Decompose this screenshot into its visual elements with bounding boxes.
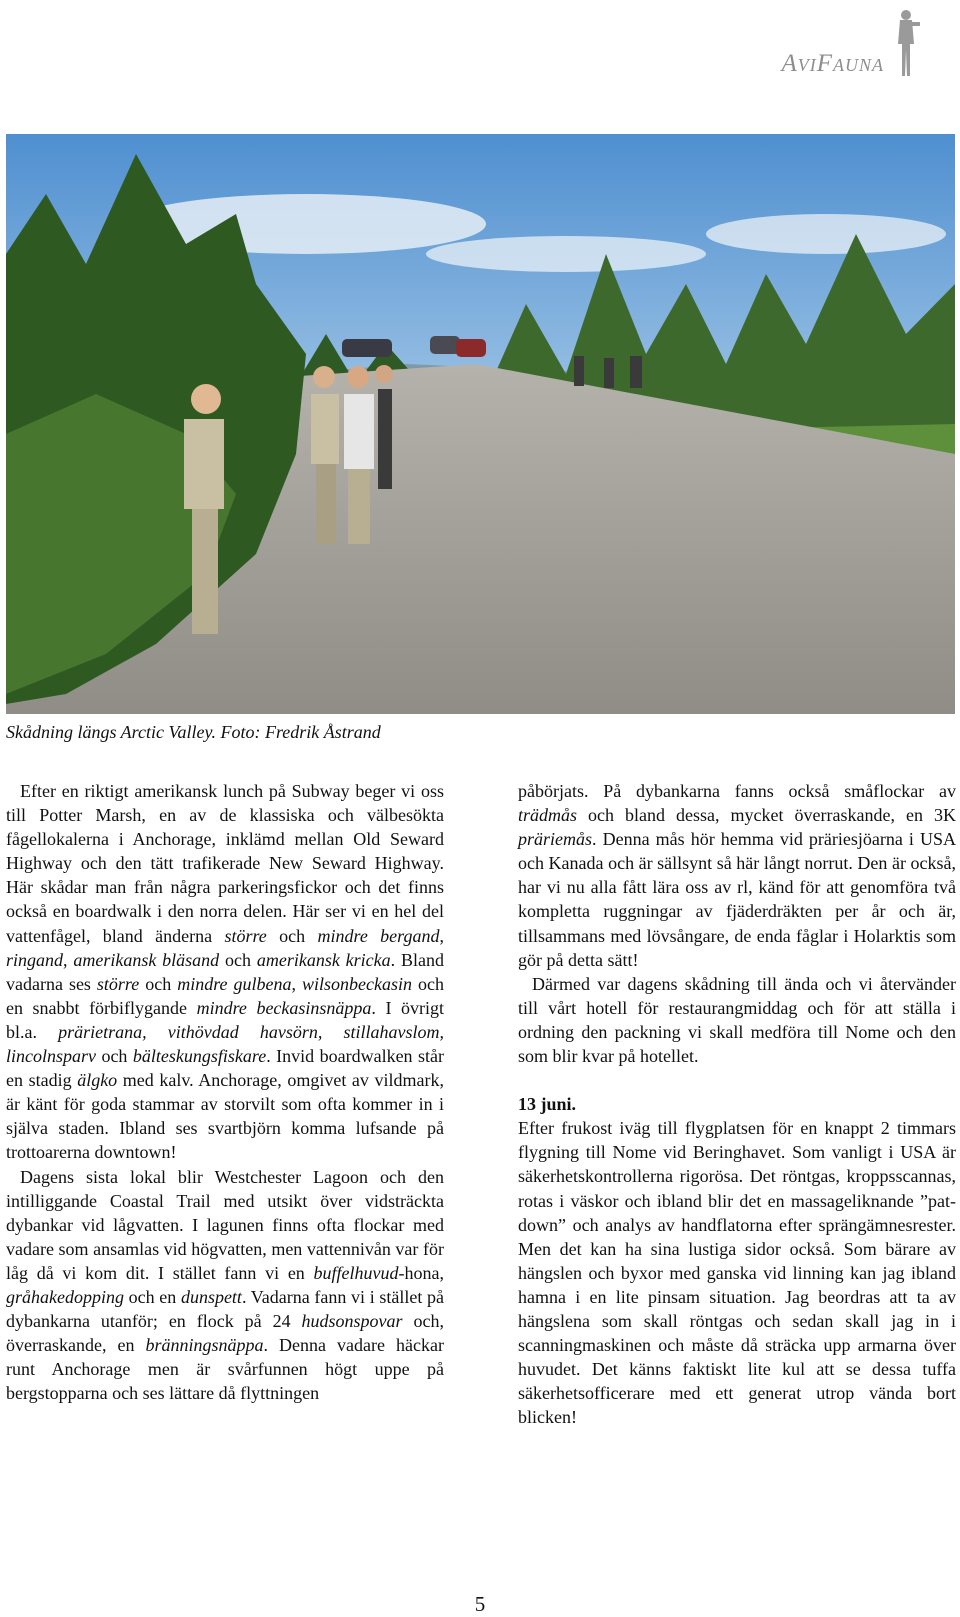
birdwatcher-icon xyxy=(886,6,926,80)
text-run: och en snabbt förbiflygande xyxy=(6,973,444,1018)
text-run: och xyxy=(219,949,257,970)
species-name: bränningsnäppa xyxy=(145,1335,264,1356)
text-run: Efter en riktigt amerikansk lunch på Subway beger vi oss till Potter Marsh, en av de klassiska och välbesökta fågellokalerna i Anchorage, inklämd mellan Old Seward Highway och den tätt trafikerade New Seward Highway. Här skådar man från några parkeringsfickor och det finns också en boardwalk i den norra delen. Här ser vi en hel del vattenfågel, bland änderna xyxy=(6,781,444,946)
text-run: påbörjats. På dybankarna fanns också småflockar av xyxy=(518,781,956,801)
text-run: . Denna mås hör hemma vid präriesjöarna i USA och Kanada och är sällsynt så här långt norrut. Den är också, har vi nu alla fått lära oss av rl, känd för att genomföra två kompletta ruggningar av fjäderdräkten per år och är, tillsammans med lövsångare, de enda fåglar i Holarktis som gör på detta sätt! xyxy=(518,829,956,970)
paragraph xyxy=(518,779,956,972)
text-run: och xyxy=(139,973,178,994)
species-name: bälteskungsfiskare xyxy=(132,1046,267,1067)
species-name: ringand xyxy=(6,949,64,970)
species-name: större xyxy=(224,925,267,946)
species-name: wilsonbeckasin xyxy=(302,973,412,994)
article-photo xyxy=(6,134,955,714)
paragraph xyxy=(518,1116,956,1429)
species-name: större xyxy=(96,973,140,994)
text-run: Efter frukost iväg till flygplatsen för en knappt 2 timmars flygning till Nome vid Beringhavet. Som vanligt i USA är säkerhetskontrollerna rigorösa. Det röntgas, kroppsscannas, rotas i väskor och ibland blir det en massageliknande ”pat-down” och analys av handflatorna efter sprängämnesrester. Men det kan ha sina lustiga sidor också. Som bärare av hängslen och byxor med ganska vid linning kan jag ibland hamna i en lite pinsam situation. Jag beordras att ta av hängslena som skall röntgas och sedan skall jag in i scanningmaskinen och måste då sträcka upp armarna över huvudet. Det känns faktiskt lite kul att se dessa tuffa säkerhetsofficerare med ett generat utrop vända bort blicken! xyxy=(518,1118,956,1428)
species-name: mindre beckasinsnäppa xyxy=(196,997,372,1018)
text-run: , xyxy=(63,949,74,970)
paragraph xyxy=(6,779,444,1165)
text-run: och xyxy=(96,1046,133,1067)
text-run: . Bland vadarna ses xyxy=(6,949,444,994)
text-run: , xyxy=(439,925,444,946)
species-name: mindre bergand xyxy=(317,925,440,946)
text-run: med kalv. Anchorage, omgivet av vildmark, är känt för goda stammar av storvilt som ofta kommer in i själva staden. Ibland ses svartbjörn komma lufsande på trottoarerna downtown! xyxy=(6,1070,444,1163)
text-run: . Invid boardwalken står en stadig xyxy=(6,1046,444,1091)
text-run: och en xyxy=(123,1286,181,1307)
text-run: och, överraskande, en xyxy=(6,1311,444,1356)
text-run: . Vadarna fann vi i stället på dybankarna utanför; en flock på 24 xyxy=(6,1286,444,1332)
avifauna-logo xyxy=(726,6,926,78)
right-column xyxy=(518,779,956,1429)
paragraph xyxy=(6,1165,444,1406)
text-run: Dagens sista lokal blir Westchester Lagoon och den intilliggande Coastal Trail med utsikt över vidsträckta dybankar vid lågvatten. I lagunen finns ofta flockar med vadare som ansamlas vid högvatten, men vattennivån var för låg då vi kom dit. I stället fann vi en xyxy=(6,1166,444,1283)
paragraph xyxy=(518,972,956,1068)
text-run: -hona, xyxy=(398,1262,444,1283)
species-name: älgko xyxy=(77,1070,118,1091)
paragraph-gap xyxy=(518,1068,956,1092)
arctic-valley-photo xyxy=(6,134,955,714)
species-name: dunspett xyxy=(180,1286,242,1307)
text-run: Därmed var dagens skådning till ända och vi återvänder till vårt hotell för restaurangmiddag och för att ställa i ordning den packning vi skall medföra till Nome och den som blir kvar på hotellet. xyxy=(518,973,956,1067)
page-number: 5 xyxy=(474,1592,486,1616)
species-name: mindre gulbena xyxy=(177,973,292,994)
species-name: hudsonspovar xyxy=(301,1311,403,1332)
text-run: , xyxy=(291,973,302,994)
species-name: trädmås xyxy=(518,805,578,826)
logo-text: AviFauna xyxy=(781,50,884,77)
section-heading xyxy=(518,1092,956,1116)
photo-caption: Skådning längs Arctic Valley. Foto: Fredrik Åstrand xyxy=(6,722,381,742)
species-name: amerikansk bläsand xyxy=(73,949,220,970)
left-column xyxy=(6,779,444,1405)
text-run: 13 juni. xyxy=(518,1094,577,1115)
text-run: . I övrigt bl.a. xyxy=(6,997,444,1042)
species-name: prärietrana, vithövdad havsörn, stillahavslom, lincolnsparv xyxy=(6,1021,444,1067)
species-name: buffelhuvud xyxy=(313,1262,399,1283)
text-run: och bland dessa, mycket överraskande, en 3K xyxy=(577,805,956,826)
species-name: präriemås xyxy=(518,829,593,850)
text-run: . Denna vadare häckar runt Anchorage men är svårfunnen högt uppe på bergstopparna och ses lättare då flyttningen xyxy=(6,1335,444,1404)
species-name: gråhakedopping xyxy=(6,1286,124,1307)
species-name: amerikansk kricka xyxy=(256,949,391,970)
text-run: och xyxy=(266,925,318,946)
